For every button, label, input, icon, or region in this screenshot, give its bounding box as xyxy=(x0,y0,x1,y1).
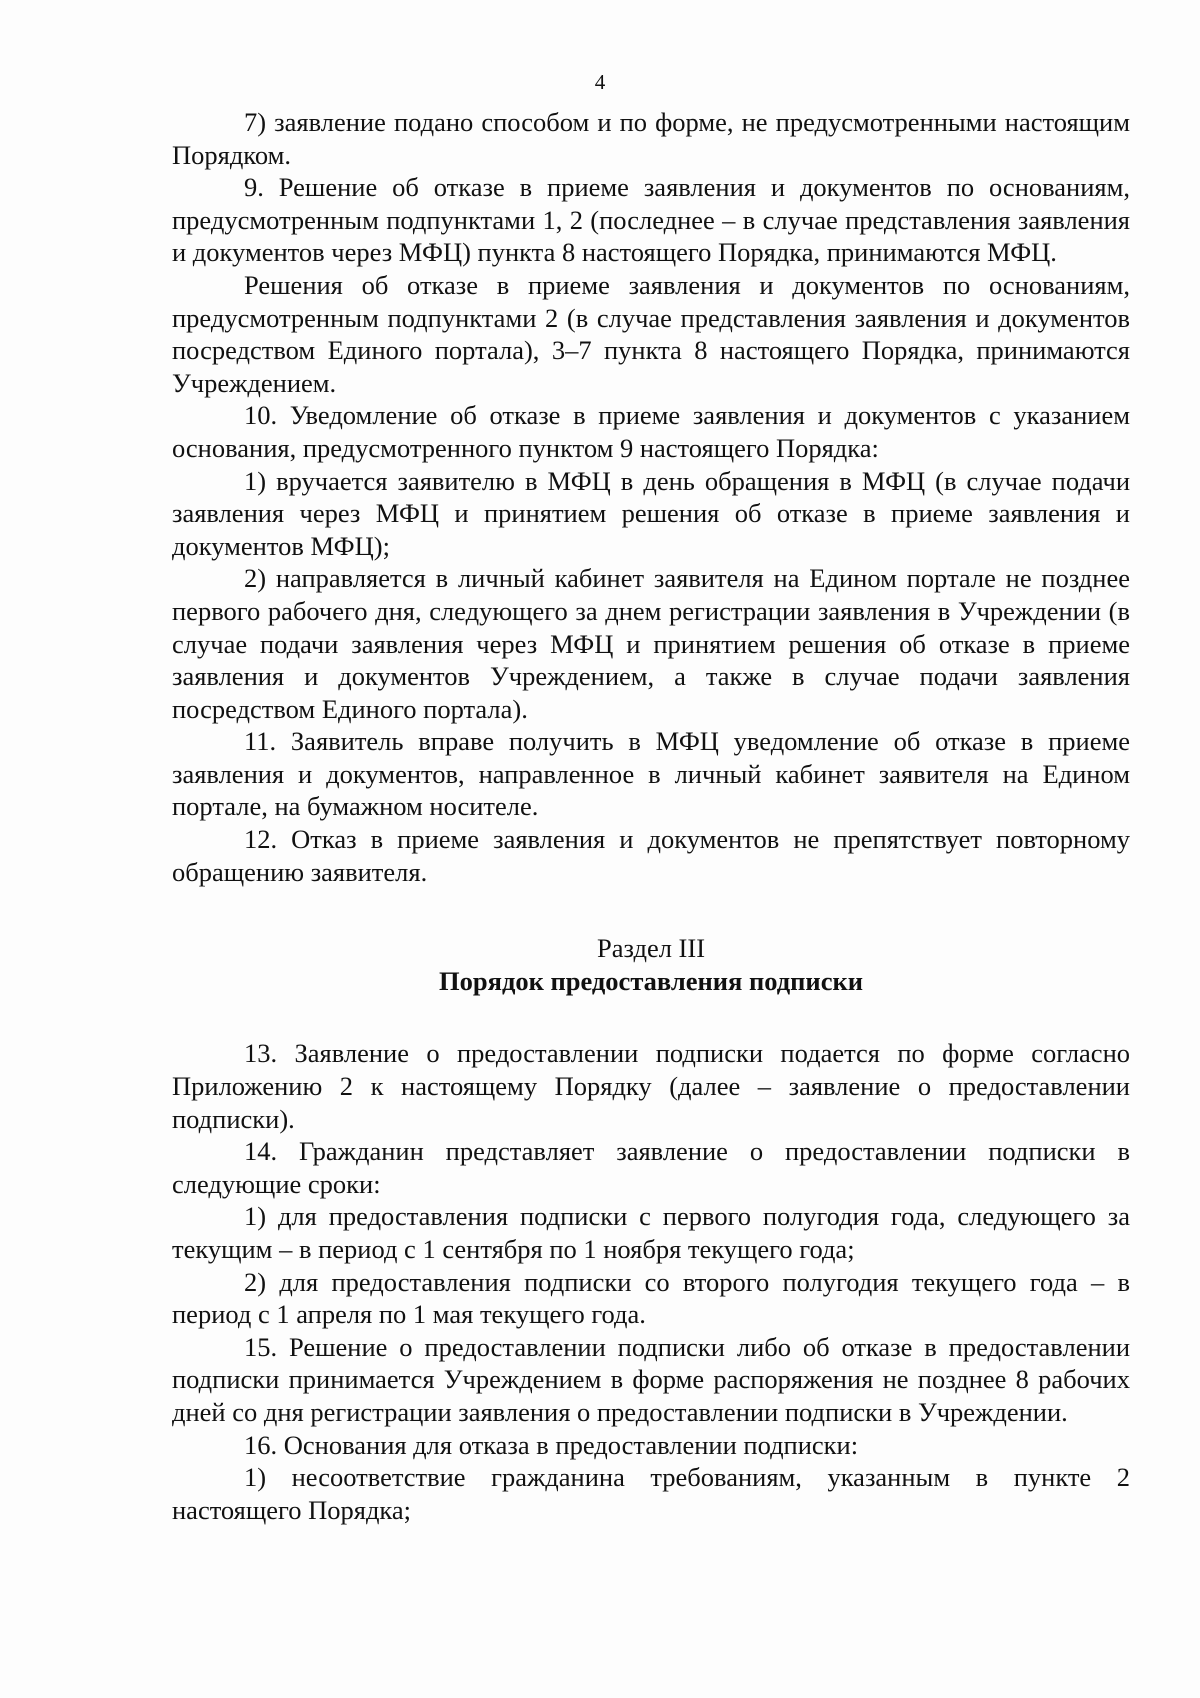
section-title: Порядок предоставления подписки xyxy=(439,965,863,996)
paragraph-16-1: 1) несоответствие гражданина требованиям, указанным в пункте 2 настоящего Порядка; xyxy=(172,1462,1130,1525)
paragraph-10-1: 1) вручается заявителю в МФЦ в день обращения в МФЦ (в случае подачи заявления через МФЦ и принятием решения об отказе в приеме заявления и документов МФЦ); xyxy=(172,465,1130,561)
paragraph-12: 12. Отказ в приеме заявления и документов не препятствует повторному обращению заявителя. xyxy=(172,824,1130,887)
paragraph-7: 7) заявление подано способом и по форме, не предусмотренными настоящим Порядком. xyxy=(172,107,1130,170)
paragraph-14: 14. Гражданин представляет заявление о предоставлении подписки в следующие сроки: xyxy=(172,1136,1130,1199)
page-number: 4 xyxy=(594,70,606,94)
paragraph-9: 9. Решение об отказе в приеме заявления и документов по основаниям, предусмотренным подпунктами 1, 2 (последнее – в случае представления заявления и документов через МФЦ) пункта 8 настоящего Порядка, принимаются МФЦ. xyxy=(172,172,1130,268)
paragraph-14-2: 2) для предоставления подписки со второго полугодия текущего года – в период с 1 апреля по 1 мая текущего года. xyxy=(172,1266,1130,1330)
paragraph-11: 11. Заявитель вправе получить в МФЦ уведомление об отказе в приеме заявления и документов, направленное в личный кабинет заявителя на Едином портале, на бумажном носителе. xyxy=(172,726,1130,822)
section-heading xyxy=(172,932,1130,997)
paragraph-14-1: 1) для предоставления подписки с первого полугодия года, следующего за текущим – в период с 1 сентября по 1 ноября текущего года; xyxy=(172,1201,1130,1264)
paragraph-10: 10. Уведомление об отказе в приеме заявления и документов с указанием основания, предусмотренного пунктом 9 настоящего Порядка: xyxy=(172,400,1130,463)
document-body xyxy=(172,106,1130,1526)
paragraph-16: 16. Основания для отказа в предоставлении подписки: xyxy=(244,1429,859,1460)
paragraph-13: 13. Заявление о предоставлении подписки подается по форме согласно Приложению 2 к настоящему Порядку (далее – заявление о предоставлении подписки). xyxy=(172,1038,1130,1134)
section-number: Раздел III xyxy=(596,933,706,964)
paragraph-10-2: 2) направляется в личный кабинет заявителя на Едином портале не позднее первого рабочего дня, следующего за днем регистрации заявления в Учреждении (в случае подачи заявления через МФЦ и принятием решения об отказе в приеме заявления и документов Учреждением, а также в случае подачи заявления посредством Единого портала). xyxy=(172,563,1130,724)
paragraph-9-decisions: Решения об отказе в приеме заявления и документов по основаниям, предусмотренным подпунктами 2 (в случае представления заявления и документов посредством Единого портала), 3–7 пункта 8 настоящего Порядка, принимаются Учреждением. xyxy=(172,269,1130,398)
paragraph-15: 15. Решение о предоставлении подписки либо об отказе в предоставлении подписки принимается Учреждением в форме распоряжения не позднее 8 рабочих дней со дня регистрации заявления о предоставлении подписки в Учреждении. xyxy=(172,1331,1130,1427)
